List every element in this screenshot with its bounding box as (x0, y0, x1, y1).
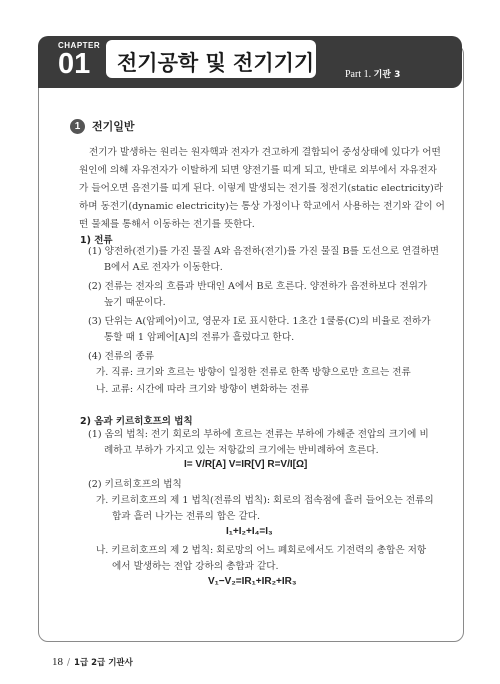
ohm-item: (2) 키르히호프의 법칙 (88, 479, 182, 490)
current-item: (4) 전류의 종류 (88, 351, 155, 362)
ohm-item: (1) 옴의 법칙: 전기 회로의 부하에 흐르는 전류는 부하에 가해준 전압의 크기에 비 (88, 429, 429, 440)
current-heading: 1) 전류 (80, 235, 113, 246)
ohm-item: 합과 흘러 나가는 전류의 합은 같다. (112, 511, 261, 522)
chapter-number: 01 (58, 48, 91, 80)
current-item: (2) 전류는 전자의 흐름과 반대인 A에서 B로 흐른다. 양전하가 음전하보다 전위가 (88, 281, 428, 292)
current-item: 높기 때문이다. (104, 297, 166, 308)
current-item: B에서 A로 전자가 이동한다. (104, 262, 223, 273)
ohm-item: 례하고 부하가 가지고 있는 저항값의 크기에는 반비례하여 흐른다. (104, 445, 379, 456)
section-title: 전기일반 (92, 120, 135, 133)
kirchhoff-second-formula: V₁−V₂=IR₁+IR₂+IR₃ (208, 576, 297, 587)
page-number: 18 (52, 656, 63, 668)
book-title: 1급 2급 기관사 (74, 658, 133, 668)
ohm-item: 에서 발생하는 전압 강하의 총합과 같다. (112, 561, 279, 572)
current-item: 나. 교류: 시간에 따라 크기와 방향이 변화하는 전류 (96, 384, 309, 395)
part-number: Part 1. (345, 69, 372, 80)
intro-line: 하며 동전기(dynamic electricity)는 통상 가정이나 학교에서 사용하는 전기와 같이 어 (79, 201, 445, 212)
page-footer (52, 656, 133, 668)
chapter-label: CHAPTER (58, 41, 101, 50)
intro-line: 가 들어오면 음전기를 띠게 된다. 이렇게 발생되는 전기를 정전기(static electricity)라 (79, 183, 444, 194)
section-number-badge: 1 (70, 119, 85, 134)
ohm-item: 가. 키르히호프의 제 1 법칙(전류의 법칙): 회로의 접속점에 흘러 들어오는 전류의 (96, 495, 434, 506)
intro-line: 원인에 의해 자유전자가 이탈하게 되면 양전기를 띠게 되고, 반대로 외부에서 자유전자 (79, 165, 437, 176)
current-item: (1) 양전하(전기)를 가진 물질 A와 음전하(전기)를 가진 물질 B를 도선으로 연결하면 (88, 246, 440, 257)
intro-line: 떤 물체를 통해서 이동하는 전기를 뜻한다. (79, 219, 255, 230)
footer-separator: / (67, 658, 71, 668)
intro-line: 전기가 발생하는 원리는 원자핵과 전자가 견고하게 결합되어 중성상태에 있다가 어떤 (89, 147, 441, 158)
part-label (345, 67, 400, 80)
intro-paragraph (79, 144, 455, 234)
ohm-heading: 2) 옴과 키르히호프의 법칙 (80, 416, 193, 427)
section-heading (70, 118, 135, 134)
ohm-formula: I= V/R[A] V=IR[V] R=V/I[Ω] (184, 459, 308, 470)
ohm-item: 나. 키르히호프의 제 2 법칙: 회로망의 어느 폐회로에서도 기전력의 총합은 저항 (96, 545, 427, 556)
part-name: 기관 3 (373, 70, 401, 80)
current-item: (3) 단위는 A(암페어)이고, 영문자 I로 표시한다. 1초간 1쿨롱(C)의 비율로 전하가 (88, 316, 431, 327)
chapter-title: 전기공학 및 전기기기 (117, 51, 315, 75)
current-item: 가. 직류: 크기와 흐르는 방향이 일정한 전류로 한쪽 방향으로만 흐르는 전류 (96, 367, 411, 378)
current-item: 통할 때 1 암페어[A]의 전류가 흘렀다고 한다. (104, 332, 295, 343)
kirchhoff-first-formula: I₁+I₂+I₄=I₃ (226, 526, 273, 537)
